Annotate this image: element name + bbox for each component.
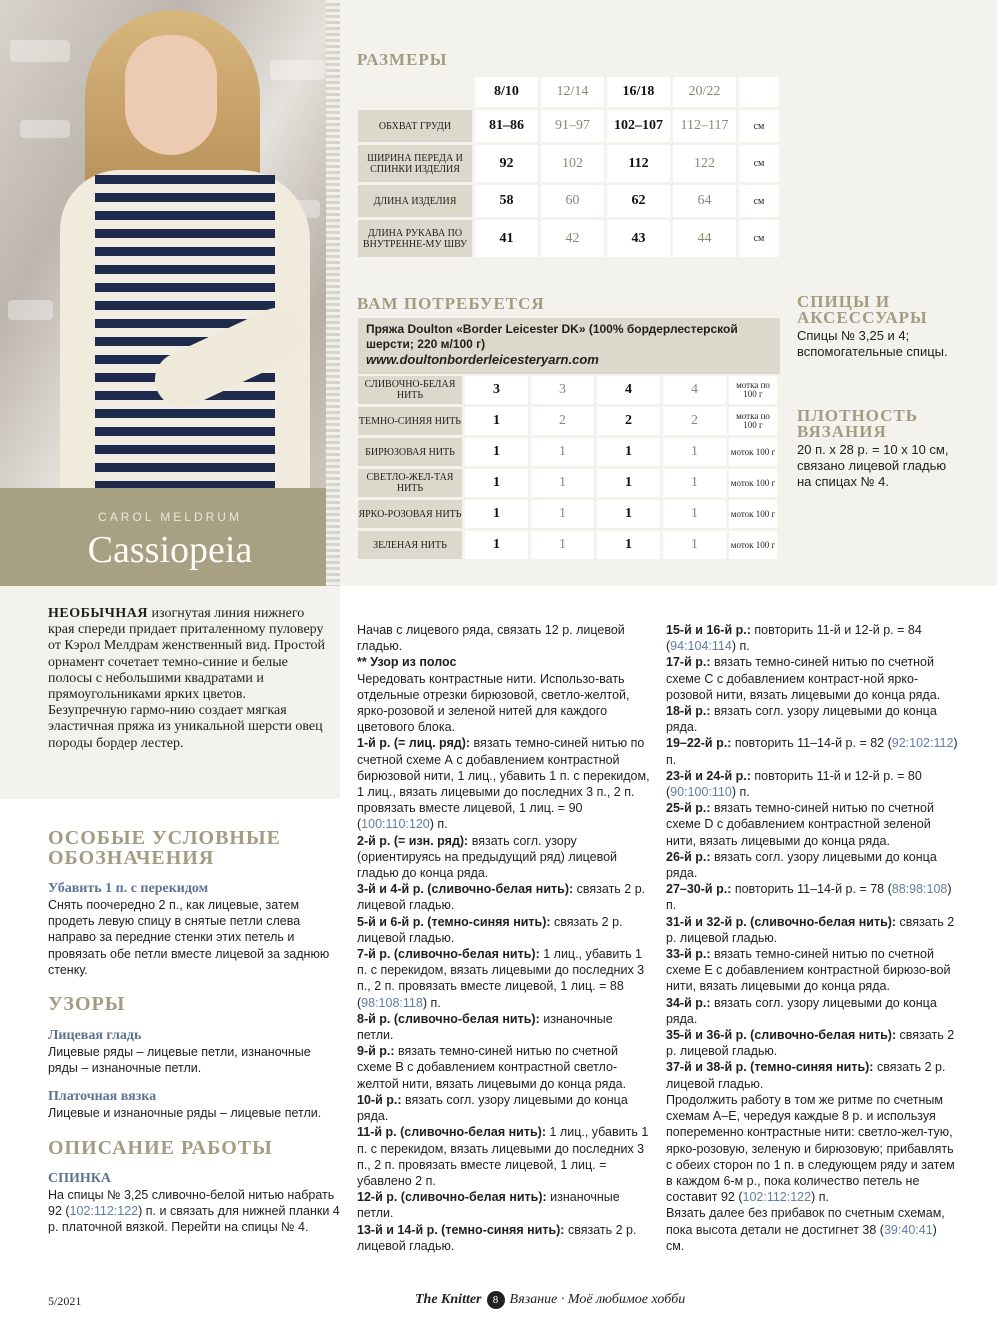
column-right [666, 622, 958, 1254]
paragraph [357, 1011, 652, 1043]
paragraph [666, 1059, 958, 1091]
text: повторить 11–14-й р. = 82 ( [731, 736, 892, 751]
text: ) п. [666, 736, 958, 767]
text: Чередовать контрастные нити. Использо-вать отдельные отрезки бирюзовой, светло-желтой, ярко-розовой и зеленой нитей для каждого цветового блока. [357, 671, 630, 735]
yarn-url: www.doultonborderleicesteryarn.com [366, 352, 599, 367]
cell: 1 [663, 469, 726, 497]
yarn-info [358, 318, 780, 374]
row-label: 34-й р.: [666, 995, 711, 1010]
paragraph [666, 849, 958, 881]
text: На спицы № 3,25 сливочно-белой нитью набрать 92 ( [48, 1187, 335, 1218]
text: Продолжить работу в том же ритме по счетным схемам А–Е, чередуя каждые 8 р. и используя попеременно контрастные нити: светло-жел-тую, ярко-розовую, зеленую и бирюзовую; прибавлять с обеих сторон по 1 п. в следующем ряду и затем в каждом 6-м р., пока количество петель не составит 92 ( [666, 1092, 955, 1205]
unit-cell: моток 100 г [729, 500, 777, 528]
text: повторить 11–14-й р. = 78 ( [731, 882, 892, 897]
paragraph [357, 833, 652, 882]
row-label: ** Узор из полос [357, 655, 457, 670]
yarn-description: Пряжа Doulton «Border Leicester DK» (100% бордерлестерской шерсти; 220 м/100 г) [366, 322, 738, 351]
unit-cell: см [739, 145, 779, 182]
text: вязать согл. узору (ориентируясь на предыдущий ряд) лицевой гладью до конца ряда. [357, 833, 617, 881]
text: вязать согл. узору лицевыми до конца ряда. [666, 704, 937, 735]
cell: 102–107 [607, 110, 670, 142]
highlight: 98:108:118 [361, 995, 423, 1010]
text: вязать темно-синей нитью по счетной схеме В с добавлением контрастной светло-желтой нити, вязать лицевыми до конца ряда. [357, 1044, 627, 1091]
paragraph [357, 622, 652, 654]
paragraph [666, 946, 958, 995]
highlight: 94:104:114 [670, 639, 732, 654]
cell: 42 [541, 220, 604, 257]
paragraph [666, 1205, 958, 1254]
paragraph [357, 1124, 652, 1189]
text: связать 2 р. лицевой гладью. [666, 1060, 946, 1091]
row-label: 27–30-й р.: [666, 882, 732, 897]
row-label: 26-й р.: [666, 849, 711, 864]
text: Вязать далее без прибавок по счетным схемам, пока высота детали не достигнет 38 ( [666, 1206, 945, 1237]
text: повторить 11-й и 12-й р. = 80 ( [666, 768, 922, 800]
text: вязать согл. узору лицевыми до конца ряда. [666, 995, 937, 1026]
paragraph [666, 622, 958, 654]
cell: 1 [465, 500, 528, 528]
unit-cell: моток 100 г [729, 469, 777, 497]
row-label: 37-й и 38-й р. (темно-синяя нить): [666, 1060, 874, 1075]
cell: 1 [465, 407, 528, 435]
unit-cell: моток 100 г [729, 531, 777, 559]
paragraph [666, 914, 958, 946]
cell: 1 [465, 531, 528, 559]
intro-block [0, 586, 340, 799]
paragraph [666, 735, 958, 767]
highlight: 102:112:122 [69, 1203, 139, 1218]
highlight: 90:100:110 [670, 785, 732, 800]
paragraph [357, 946, 652, 1011]
unit-cell: см [739, 220, 779, 257]
color-label: ТЕМНО-СИНЯЯ НИТЬ [358, 407, 462, 435]
highlight: 39:40:41 [883, 1222, 933, 1237]
cell: 1 [465, 469, 528, 497]
special-sub: Убавить 1 п. с перекидом [48, 881, 209, 896]
cell: 4 [663, 376, 726, 404]
text: ) см. [666, 1222, 937, 1253]
page-spine [326, 0, 340, 586]
text: вязать темно-синей нитью по счетной схеме А с добавлением контрастной бирюзовой нити, 1 лиц., убавить 1 п. с перекидом, 1 лиц., вязать лицевыми до последних 3 п., 2 п. провязать вместе лицевой, 1 лиц. = 90 ( [357, 736, 650, 832]
row-label: 11-й р. (сливочно-белая нить): [357, 1125, 547, 1140]
size-col-2: 12/14 [541, 77, 604, 107]
cell: 1 [531, 469, 594, 497]
cell: 41 [475, 220, 538, 257]
tagline: Вязание · Моё любимое хобби [509, 1292, 686, 1307]
text: ) п. [731, 639, 750, 654]
needles-heading: СПИЦЫ И АКСЕССУАРЫ [797, 292, 928, 327]
row-label: 9-й р.: [357, 1044, 395, 1059]
color-label: ЗЕЛЕНАЯ НИТЬ [358, 531, 462, 559]
row-label: 19–22-й р.: [666, 736, 732, 751]
text: ) п. и связать для нижней планки 4 р. платочной вязкой. Перейти на спицы № 4. [48, 1203, 340, 1235]
text: вязать согл. узору лицевыми до конца ряда. [666, 849, 937, 881]
row-label: ДЛИНА РУКАВА ПО ВНУТРЕННЕ-МУ ШВУ [358, 220, 472, 257]
unit-cell: см [739, 185, 779, 217]
row-label: 33-й р.: [666, 947, 711, 962]
text: связать 2 р. лицевой гладью. [357, 914, 623, 945]
cell: 1 [531, 531, 594, 559]
row-label: ОБХВАТ ГРУДИ [358, 110, 472, 142]
column-left [48, 828, 343, 1235]
special-text: Снять поочередно 2 п., как лицевые, затем продеть левую спицу в снятые петли слева направо за передние стенки этих петель и провязать обе петли вместе лицевой за заднюю стенку. [48, 898, 330, 977]
text: ) п. [731, 785, 750, 800]
patterns-heading: УЗОРЫ [48, 993, 126, 1016]
text: связать 2 р. лицевой гладью. [357, 1222, 637, 1253]
cell: 2 [597, 407, 660, 435]
cell: 92 [475, 145, 538, 182]
work-heading: ОПИСАНИЕ РАБОТЫ [48, 1136, 273, 1159]
size-col-3: 16/18 [607, 77, 670, 107]
highlight: 100:110:120 [361, 817, 430, 832]
row-label: 25-й р.: [666, 801, 711, 816]
row-label: ШИРИНА ПЕРЕДА И СПИНКИ ИЗДЕЛИЯ [358, 145, 472, 182]
cell: 2 [663, 407, 726, 435]
needles-block [797, 294, 967, 360]
paragraph [666, 654, 958, 703]
row-label: 7-й р. (сливочно-белая нить): [357, 947, 540, 962]
pattern-title: Cassiopeia [87, 529, 253, 571]
cell: 1 [597, 500, 660, 528]
cell: 102 [541, 145, 604, 182]
intro-lead: НЕОБЫЧНАЯ [48, 606, 149, 621]
special-heading: ОСОБЫЕ УСЛОВНЫЕ ОБОЗНАЧЕНИЯ [48, 827, 281, 869]
unit-cell: мотка по 100 г [729, 407, 777, 435]
model-photo [0, 0, 340, 488]
text: вязать темно-синей нитью по счетной схеме D с добавлением контрастной зеленой нити, вязать лицевыми до конца ряда. [666, 801, 934, 848]
cell: 122 [673, 145, 736, 182]
footer-brand [415, 1291, 685, 1309]
cell: 1 [663, 500, 726, 528]
paragraph [666, 1027, 958, 1059]
pattern-text: Лицевые ряды – лицевые петли, изнаночные ряды – изнаночные петли. [48, 1045, 311, 1076]
cell: 1 [597, 438, 660, 466]
cell: 4 [597, 376, 660, 404]
cell: 62 [607, 185, 670, 217]
page-number: 8 [487, 1291, 505, 1309]
paragraph [666, 881, 958, 913]
text: 1 лиц., убавить 1 п. с перекидом, вязать лицевыми до последних 3 п., 2 п. провязать вместе лицевой, 1 лиц. = убавлено 2 п. [357, 1125, 649, 1188]
back-heading: СПИНКА [48, 1170, 112, 1186]
color-label: БИРЮЗОВАЯ НИТЬ [358, 438, 462, 466]
size-col-4: 20/22 [673, 77, 736, 107]
cell: 1 [531, 438, 594, 466]
row-label: 8-й р. (сливочно-белая нить): [357, 1011, 540, 1026]
unit-cell: мотка по 100 г [729, 376, 777, 404]
row-label: 10-й р.: [357, 1092, 402, 1107]
cell: 1 [597, 531, 660, 559]
sizes-table [355, 74, 782, 260]
row-label: 5-й и 6-й р. (темно-синяя нить): [357, 914, 551, 929]
unit-cell: моток 100 г [729, 438, 777, 466]
row-label: 12-й р. (сливочно-белая нить): [357, 1190, 547, 1205]
text: связать 2 р. лицевой гладью. [666, 1028, 955, 1059]
highlight: 88:98:108 [891, 882, 948, 897]
text: вязать темно-синей нитью по счетной схеме Е с добавлением контрастной бирюзо-вой нити, вязать лицевыми до конца ряда. [666, 947, 951, 994]
text: 1 лиц., убавить 1 п. с перекидом, вязать лицевыми до последних 3 п., 2 п. провязать вместе лицевой, 1 лиц. = 88 ( [357, 947, 645, 1010]
text: изнаночные петли. [357, 1011, 613, 1043]
cell: 58 [475, 185, 538, 217]
gauge-text: 20 п. х 28 р. = 10 х 10 см, связано лицевой гладью на спицах № 4. [797, 442, 949, 489]
row-label: 15-й и 16-й р.: [666, 623, 751, 637]
unit-cell: см [739, 110, 779, 142]
row-label: 31-й и 32-й р. (сливочно-белая нить): [666, 914, 897, 929]
pattern-name: Платочная вязка [48, 1089, 157, 1105]
yarn-colors-table [355, 373, 780, 562]
color-label: СЛИВОЧНО-БЕЛАЯ НИТЬ [358, 376, 462, 404]
gauge-block [797, 408, 962, 490]
materials-heading: ВАМ ПОТРЕБУЕТСЯ [357, 294, 545, 313]
cell: 1 [597, 469, 660, 497]
cell: 1 [663, 531, 726, 559]
cell: 64 [673, 185, 736, 217]
paragraph [357, 1043, 652, 1092]
text: ) п. [429, 817, 448, 832]
paragraph [666, 768, 958, 800]
cell: 1 [531, 500, 594, 528]
sizes-heading: РАЗМЕРЫ [357, 50, 448, 69]
pattern-text: Лицевые и изнаночные ряды – лицевые петли. [48, 1106, 322, 1121]
size-col-1: 8/10 [475, 77, 538, 107]
designer-name: CAROL MELDRUM [98, 510, 242, 524]
cell: 3 [531, 376, 594, 404]
row-label: 17-й р.: [666, 655, 711, 670]
highlight: 92:102:112 [891, 736, 954, 751]
row-label: 35-й и 36-й р. (сливочно-белая нить): [666, 1028, 897, 1043]
cell: 112–117 [673, 110, 736, 142]
brand-name: The Knitter [415, 1292, 482, 1307]
paragraph [357, 671, 652, 736]
color-label: ЯРКО-РОЗОВАЯ НИТЬ [358, 500, 462, 528]
text: связать 2 р. лицевой гладью. [357, 882, 646, 913]
row-label: 2-й р. (= изн. ряд): [357, 833, 469, 848]
cell: 44 [673, 220, 736, 257]
cell: 60 [541, 185, 604, 217]
cell: 91–97 [541, 110, 604, 142]
paragraph [357, 735, 652, 832]
text: ) п. [422, 995, 441, 1010]
issue-number: 5/2021 [48, 1294, 82, 1308]
text: связать 2 р. лицевой гладью. [666, 914, 955, 945]
text: Начав с лицевого ряда, связать 12 р. лицевой гладью. [357, 623, 625, 654]
intro-text: изогнутая линия нижнего края спереди придает приталенному пуловеру от Кэрол Мелдрам женственный вид. Простой орнамент сочетает темно-синие и белые полосы с небольшими квадратами и прямоугольниками ярких цветов. Безупречную гармо-нию создает мягкая эластичная пряжа из уникальной шерсти овец породы бордер лестер. [48, 606, 326, 751]
row-label: 23-й и 24-й р.: [666, 768, 751, 783]
cell: 112 [607, 145, 670, 182]
cell: 1 [663, 438, 726, 466]
paragraph [666, 995, 958, 1027]
paragraph [357, 881, 652, 913]
cell: 1 [465, 438, 528, 466]
color-label: СВЕТЛО-ЖЕЛ-ТАЯ НИТЬ [358, 469, 462, 497]
highlight: 102:112:122 [742, 1190, 812, 1205]
pattern-name: Лицевая гладь [48, 1028, 142, 1044]
gauge-heading: ПЛОТНОСТЬ ВЯЗАНИЯ [797, 406, 918, 441]
text: ) п. [811, 1190, 829, 1205]
paragraph [666, 800, 958, 849]
row-label: 3-й и 4-й р. (сливочно-белая нить): [357, 882, 574, 897]
text: ) п. [666, 882, 952, 913]
row-label: 13-й и 14-й р. (темно-синяя нить): [357, 1222, 565, 1237]
paragraph [357, 654, 652, 670]
column-middle [357, 622, 652, 1254]
paragraph [357, 914, 652, 946]
paragraph [666, 1092, 958, 1205]
row-label: ДЛИНА ИЗДЕЛИЯ [358, 185, 472, 217]
paragraph [357, 1222, 652, 1254]
cell: 2 [531, 407, 594, 435]
needles-text: Спицы № 3,25 и 4; вспомогательные спицы. [797, 328, 948, 359]
paragraph [357, 1189, 652, 1221]
cell: 81–86 [475, 110, 538, 142]
row-label: 18-й р.: [666, 704, 711, 719]
text: вязать согл. узору лицевыми до конца ряда. [357, 1092, 628, 1124]
cell: 43 [607, 220, 670, 257]
text: повторить 11-й и 12-й р. = 84 ( [666, 623, 922, 654]
text: изнаночные петли. [357, 1190, 620, 1221]
cell: 3 [465, 376, 528, 404]
row-label: 1-й р. (= лиц. ряд): [357, 736, 471, 751]
paragraph [357, 1092, 652, 1124]
text: вязать темно-синей нитью по счетной схеме С с добавлением контраст-ной ярко-розовой нити, вязать лицевыми до конца ряда. [666, 655, 941, 702]
back-text [48, 1187, 343, 1236]
paragraph [666, 703, 958, 735]
